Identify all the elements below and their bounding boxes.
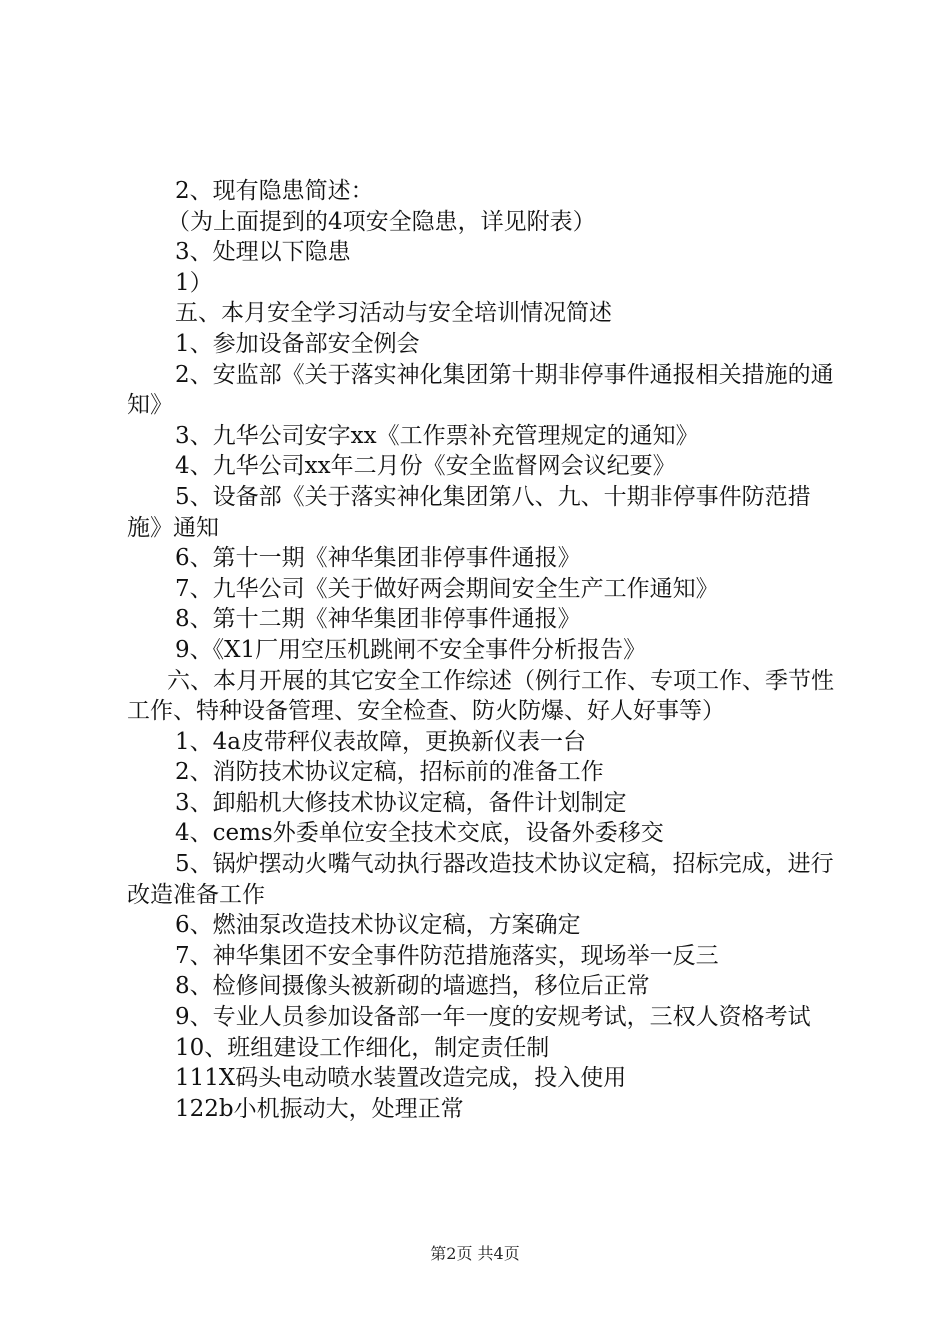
paragraph: 122b小机振动大，处理正常 [175,1095,464,1122]
paragraph: 8、检修间摄像头被新砌的墙遮挡，移位后正常 [175,973,650,1000]
paragraph: 9、专业人员参加设备部一年一度的安规考试，三权人资格考试 [175,1004,811,1031]
paragraph: 7、神华集团不安全事件防范措施落实，现场举一反三 [175,942,719,969]
paragraph: 3、九华公司安字xx《工作票补充管理规定的通知》 [175,422,699,449]
paragraph: 3、处理以下隐患 [175,239,351,266]
paragraph: 7、九华公司《关于做好两会期间安全生产工作通知》 [175,575,719,602]
document-body [127,176,839,1124]
paragraph: 2、现有隐患简述： [175,178,374,204]
paragraph: 6、第十一期《神华集团非停事件通报》 [175,545,581,572]
paragraph: 4、九华公司xx年二月份《安全监督网会议纪要》 [175,453,676,480]
paragraph: 4、cems外委单位安全技术交底，设备外委移交 [175,820,664,847]
paragraph: 5、锅炉摆动火嘴气动执行器改造技术协议定稿，招标完成，进行改造准备工作 [127,851,834,908]
section-heading: 六、本月开展的其它安全工作综述（例行工作、专项工作、季节性工作、特种设备管理、安全检查、防火防爆、好人好事等） [127,667,834,725]
paragraph: 5、设备部《关于落实神化集团第八、九、十期非停事件防范措施》通知 [127,483,811,541]
paragraph: 6、燃油泵改造技术协议定稿，方案确定 [175,912,581,939]
paragraph: 9、《X1厂用空压机跳闸不安全事件分析报告》 [175,636,647,663]
section-heading: 五、本月安全学习活动与安全培训情况简述 [175,300,612,327]
page-number-footer: 第2页 共4页 [430,1244,520,1263]
paragraph: 8、第十二期《神华集团非停事件通报》 [175,606,581,633]
paragraph: 2、安监部《关于落实神化集团第十期非停事件通报相关措施的通知》 [127,361,834,419]
paragraph: 10、班组建设工作细化，制定责任制 [175,1034,550,1061]
paragraph: 2、消防技术协议定稿，招标前的准备工作 [175,759,604,786]
paragraph: 1） [175,269,213,296]
paragraph: 1、参加设备部安全例会 [175,330,420,357]
paragraph: 3、卸船机大修技术协议定稿，备件计划制定 [175,789,627,816]
paragraph: 1、4a皮带秤仪表故障，更换新仪表一台 [175,728,586,755]
paragraph: （为上面提到的4项安全隐患，详见附表） [167,208,596,235]
paragraph: 111X码头电动喷水装置改造完成，投入使用 [175,1065,627,1092]
